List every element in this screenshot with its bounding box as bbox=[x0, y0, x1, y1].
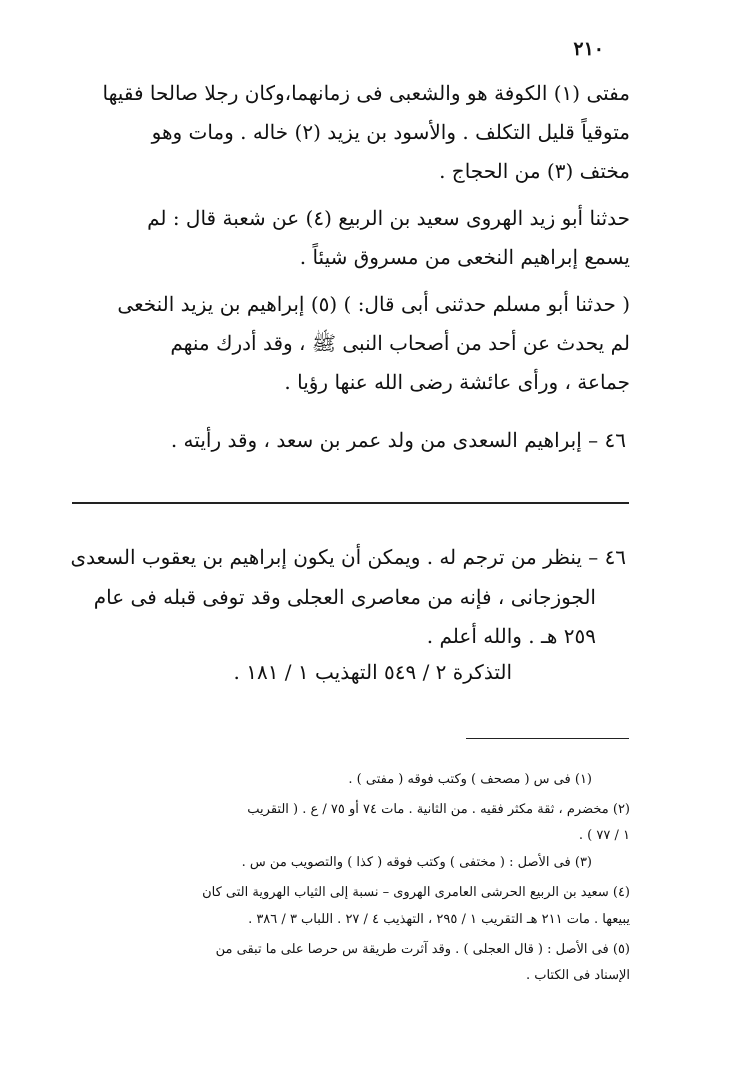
footnote: (٤) سعيد بن الربيع الحرشى العامرى الهروى – نسبة إلى الثياب الهروية التى كان bbox=[202, 885, 630, 900]
commentary-reference: التذكرة ٢ / ٥٤٩ التهذيب ١ / ١٨١ . bbox=[233, 660, 512, 684]
footnote: يبيعها . مات ٢١١ هـ التقريب ١ / ٢٩٥ ، التهذيب ٤ / ٢٧ . اللباب ٣ / ٣٨٦ . bbox=[248, 912, 630, 927]
body-line: يسمع إبراهيم النخعى من مسروق شيئاً . bbox=[299, 245, 630, 269]
body-line: مفتى (١) الكوفة هو والشعبى فى زمانهما،وكان رجلا صالحا فقيها bbox=[102, 81, 630, 105]
commentary-line: ٢٥٩ هـ . والله أعلم . bbox=[426, 624, 596, 648]
footnote-divider bbox=[466, 738, 629, 739]
footnote: (٢) مخضرم ، ثقة مكثر فقيه . من الثانية . مات ٧٤ أو ٧٥ / ع . ( التقريب bbox=[247, 802, 630, 817]
entry-heading: ٤٦ – إبراهيم السعدى من ولد عمر بن سعد ، وقد رأيته . bbox=[170, 428, 626, 452]
body-line: لم يحدث عن أحد من أصحاب النبى ﷺ ، وقد أدرك منهم bbox=[170, 331, 630, 355]
section-divider bbox=[72, 502, 629, 504]
body-line: مختف (٣) من الحجاج . bbox=[439, 159, 630, 183]
footnote: (٥) فى الأصل : ( قال العجلى ) . وقد آثرت طريقة س حرصا على ما تبقى من bbox=[215, 942, 630, 957]
footnote: (١) فى س ( مصحف ) وكتب فوقه ( مفتى ) . bbox=[348, 772, 592, 787]
body-line: حدثنا أبو زيد الهروى سعيد بن الربيع (٤) عن شعبة قال : لم bbox=[147, 206, 630, 230]
footnote: ١ / ٧٧ ) . bbox=[578, 828, 630, 843]
body-line: جماعة ، ورأى عائشة رضى الله عنها رؤيا . bbox=[284, 370, 630, 394]
body-line: متوقياً قليل التكلف . والأسود بن يزيد (٢) خاله . ومات وهو bbox=[151, 120, 630, 144]
page-number: ٢١٠ bbox=[573, 38, 604, 60]
commentary-line: الجوزجانى ، فإنه من معاصرى العجلى وقد توفى قبله فى عام bbox=[93, 585, 596, 609]
commentary-line: ٤٦ – ينظر من ترجم له . ويمكن أن يكون إبراهيم بن يعقوب السعدى bbox=[70, 546, 626, 569]
footnote: الإسناد فى الكتاب . bbox=[525, 968, 630, 983]
body-line: ( حدثنا أبو مسلم حدثنى أبى قال: ) (٥) إبراهيم بن يزيد النخعى bbox=[117, 292, 630, 316]
footnote: (٣) فى الأصل : ( مختفى ) وكتب فوقه ( كذا ) والتصويب من س . bbox=[241, 855, 592, 870]
